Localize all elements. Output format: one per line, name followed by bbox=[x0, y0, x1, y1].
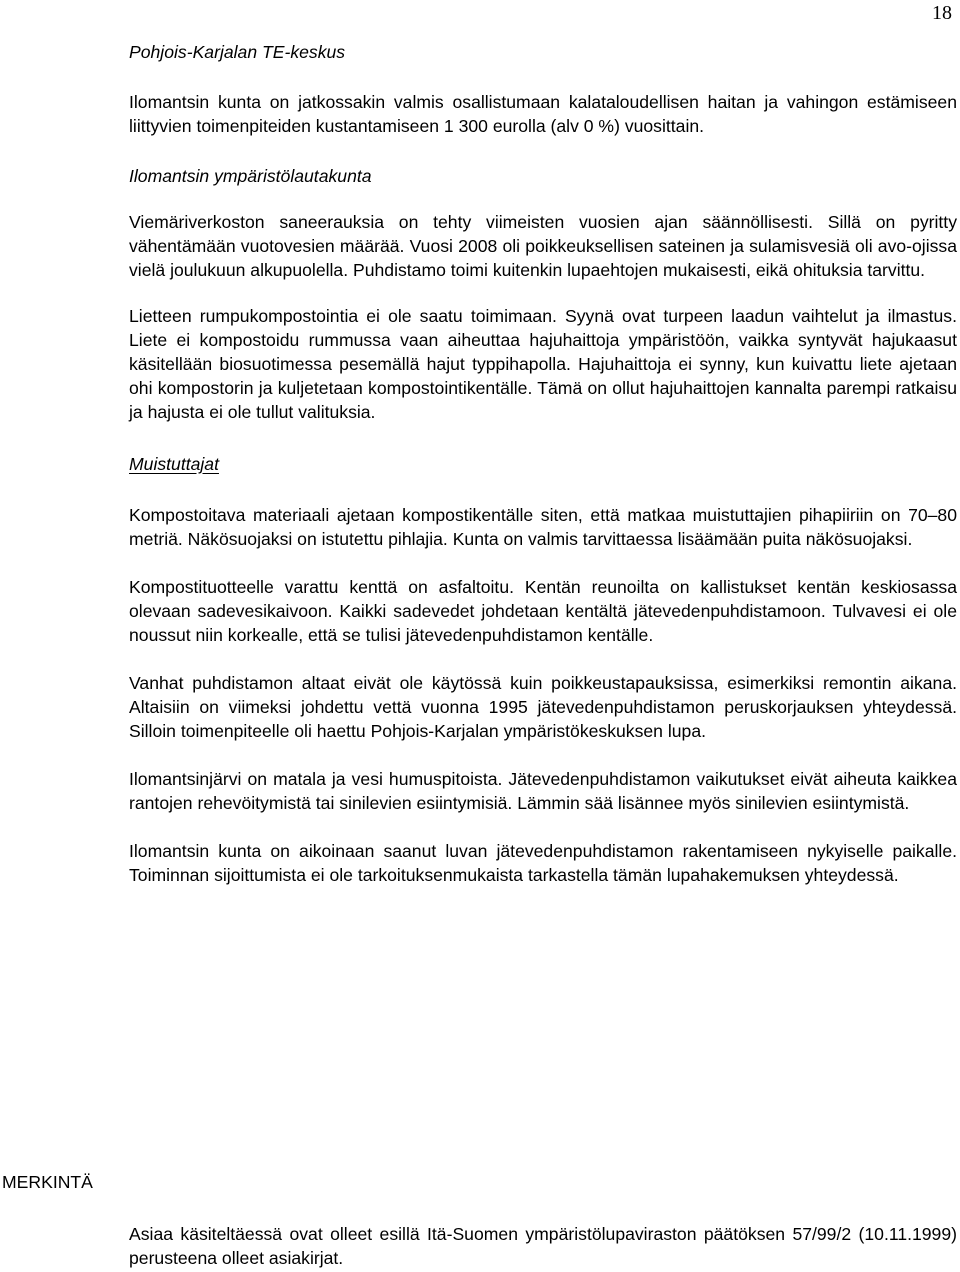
paragraph-asfaltointi: Kompostituotteelle varattu kenttä on asfaltoitu. Kentän reunoilta on kallistukset kentän keskiosassa olevaan sadevesikaivoon. Kaikki sadevedet johdetaan kentältä jätevedenpuhdistamoon. Tulvavesi ei ole noussut niin korkealle, että se tulisi jätevedenpuhdistamon kentälle. bbox=[129, 577, 957, 645]
heading-te-keskus: Pohjois-Karjalan TE-keskus bbox=[129, 42, 346, 62]
page-number: 18 bbox=[932, 2, 952, 24]
paragraph-kompostikentta: Kompostoitava materiaali ajetaan kompostikentälle siten, että matkaa muistuttajien pihapiiriin on 70–80 metriä. Näkösuojaksi on istutettu pihlajia. Kunta on valmis tarvittaessa lisäämään puita näkösuojaksi. bbox=[129, 505, 957, 549]
paragraph-vanhat-altaat: Vanhat puhdistamon altaat eivät ole käytössä kuin poikkeustapauksissa, esimerkiksi remontin aikana. Altaisiin on viimeksi johdettu vettä vuonna 1995 jätevedenpuhdistamon peruskorjauksen yhteydessä. Silloin toimenpiteelle oli haettu Pohjois-Karjalan ympäristökeskuksen lupa. bbox=[129, 673, 957, 741]
paragraph-ilomantsinjarvi: Ilomantsinjärvi on matala ja vesi humuspitoista. Jätevedenpuhdistamon vaikutukset eivät aiheuta kaikkea rantojen rehevöitymistä tai sinilevien esiintymisiä. Lämmin sää lisännee myös sinilevien esiintymistä. bbox=[129, 769, 957, 813]
heading-ymparistolautakunta: Ilomantsin ympäristölautakunta bbox=[129, 166, 372, 186]
paragraph-merkinta: Asiaa käsiteltäessä ovat olleet esillä Itä-Suomen ympäristölupaviraston päätöksen 57/99/2 (10.11.1999) perusteena olleet asiakirjat. bbox=[129, 1224, 957, 1268]
merkinta-label: MERKINTÄ bbox=[2, 1172, 93, 1192]
paragraph-te-keskus: Ilomantsin kunta on jatkossakin valmis osallistumaan kalataloudellisen haitan ja vahingon estämiseen liittyvien toimenpiteiden kustantamiseen 1 300 eurolla (alv 0 %) vuosittain. bbox=[129, 92, 957, 136]
document-body bbox=[129, 40, 957, 887]
paragraph-lupa: Ilomantsin kunta on aikoinaan saanut luvan jätevedenpuhdistamon rakentamiseen nykyiselle paikalle. Toiminnan sijoittumista ei ole tarkoituksenmukaista tarkastella tämän lupahakemuksen yhteydessä. bbox=[129, 841, 957, 885]
paragraph-viemariverkosto: Viemäriverkoston saneerauksia on tehty viimeisten vuosien ajan säännöllisesti. Sillä on pyritty vähentämään vuotovesien määrää. Vuosi 2008 oli poikkeuksellisen sateinen ja sulamisvesiä oli avo-ojissa vielä joulukuun alkupuolella. Puhdistamo toimi kuitenkin lupaehtojen mukaisesti, eikä ohituksia tarvittu. bbox=[129, 212, 957, 280]
paragraph-lietteen-kompostointi: Lietteen rumpukompostointia ei ole saatu toimimaan. Syynä ovat turpeen laadun vaihtelut ja ilmastus. Liete ei kompostoidu rummussa vaan aiheuttaa hajuhaittoja ympäristöön, vaikka syntyvät hajukaasut käsitellään biosuotimessa pesemällä hajut typpihapolla. Hajuhaittoja ei synny, kun kuivattu liete ajetaan ohi kompostorin ja kuljetetaan kompostointikentälle. Tämä on ollut hajuhaittojen kannalta parempi ratkaisu ja hajusta ei ole tullut valituksia. bbox=[129, 306, 957, 422]
heading-muistuttajat: Muistuttajat bbox=[129, 454, 219, 474]
